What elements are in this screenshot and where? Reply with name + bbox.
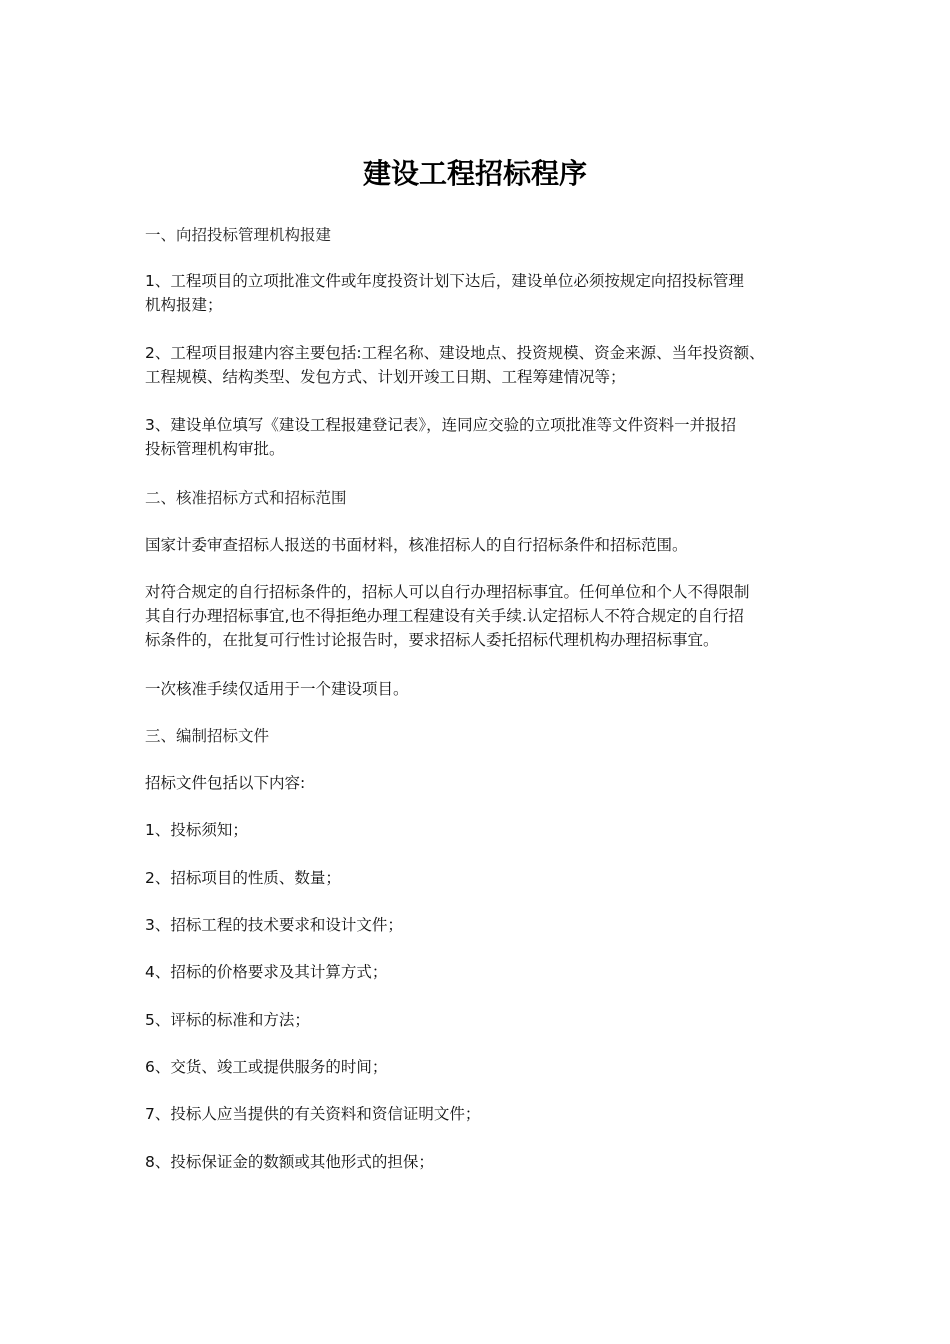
section-heading-3: 三、编制招标文件 <box>145 727 270 745</box>
paragraph: 招标文件包括以下内容: <box>145 774 306 792</box>
section-heading-1: 一、向招投标管理机构报建 <box>145 226 332 244</box>
list-item: 2、招标项目的性质、数量； <box>145 869 341 887</box>
list-item: 1、投标须知； <box>145 821 248 839</box>
document-title: 建设工程招标程序 <box>362 157 587 190</box>
list-item: 6、交货、竣工或提供服务的时间； <box>145 1058 388 1076</box>
section-heading-2: 二、核准招标方式和招标范围 <box>145 489 347 507</box>
list-item: 5、评标的标准和方法； <box>145 1011 310 1029</box>
list-item: 7、投标人应当提供的有关资料和资信证明文件； <box>145 1105 481 1123</box>
paragraph: 3、建设单位填写《建设工程报建登记表》，连同应交验的立项批准等文件资料一并报招 投标管理机构审批。 <box>145 416 737 458</box>
paragraph: 对符合规定的自行招标条件的，招标人可以自行办理招标事宜。任何单位和个人不得限制 其自行办理招标事宜,也不得拒绝办理工程建设有关手续.认定招标人不符合规定的自行招 标条件的，在批复可行性讨论报告时，要求招标人委托招标代理机构办理招标事宜。 <box>145 583 750 649</box>
paragraph: 国家计委审查招标人报送的书面材料，核准招标人的自行招标条件和招标范围。 <box>145 536 688 554</box>
paragraph: 1、工程项目的立项批准文件或年度投资计划下达后，建设单位必须按规定向招投标管理 机构报建； <box>145 272 744 314</box>
list-item: 3、招标工程的技术要求和设计文件； <box>145 916 403 934</box>
paragraph: 一次核准手续仅适用于一个建设项目。 <box>145 680 409 698</box>
paragraph: 2、工程项目报建内容主要包括:工程名称、建设地点、投资规模、资金来源、当年投资额、 工程规模、结构类型、发包方式、计划开竣工日期、工程筹建情况等； <box>145 344 765 386</box>
list-item: 4、招标的价格要求及其计算方式； <box>145 963 388 981</box>
list-item: 8、投标保证金的数额或其他形式的担保； <box>145 1153 434 1171</box>
